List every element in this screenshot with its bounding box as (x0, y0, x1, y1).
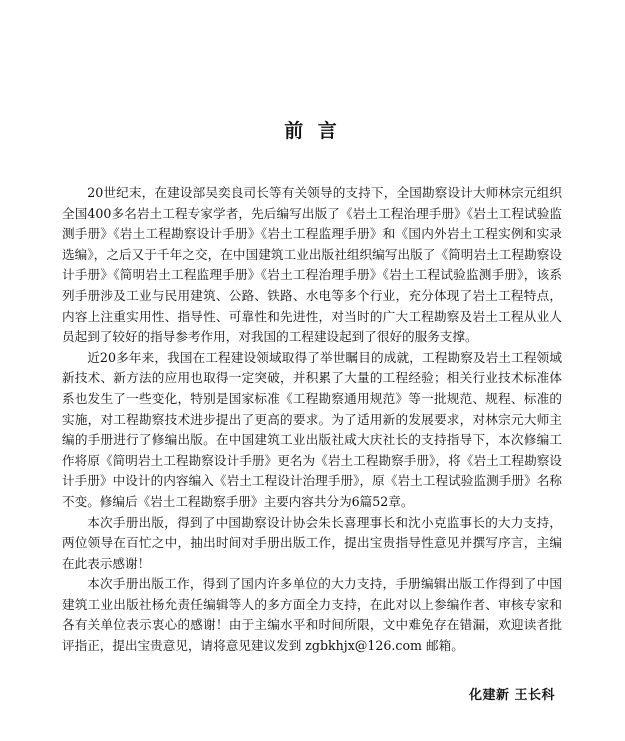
paragraph-4: 本次手册出版工作，得到了国内许多单位的大力支持，手册编辑出版工作得到了中国建筑工业出版社杨允责任编辑等人的多方面全力支持，在此对以上参编作者、审核专家和各有关单位表示衷心的感谢！由于主编水平和时间所限，文中难免存在错漏，欢迎读者批评指正，提出宝贵意见，请将意见建议发到 zgbkhjx@126.com 邮箱。 (62, 576, 562, 654)
page-title: 前 言 (284, 120, 341, 142)
paragraph-1: 20世纪末，在建设部吴奕良司长等有关领导的支持下，全国勘察设计大师林宗元组织全国400多名岩土工程专家学者，先后编写出版了《岩土工程治理手册》《岩土工程试验监测手册》《岩土工程勘察设计手册》《岩土工程监理手册》和《国内外岩土工程实例和实录选编》，之后又于千年之交，在中国建筑工业出版社组织编写出版了《简明岩土工程勘察设计手册》《简明岩土工程监理手册》《岩土工程治理手册》《岩土工程试验监测手册》，该系列手册涉及工业与民用建筑、公路、铁路、水电等多个行业，充分体现了岩土工程特点，内容上注重实用性、指导性、可靠性和先进性，对当时的广大工程勘察及岩土工程从业人员起到了较好的指导参考作用，对我国的工程建设起到了很好的服务支撑。 (62, 185, 562, 345)
paragraph-2: 近20多年来，我国在工程建设领域取得了举世瞩目的成就，工程勘察及岩土工程领域新技术、新方法的应用也取得一定突破，并积累了大量的工程经验；相关行业技术标准体系也发生了一些变化，特别是国家标准《工程勘察通用规范》等一批规范、规程、标准的实施，对工程勘察技术进步提出了更高的要求。为了适用新的发展要求，对林宗元大师主编的手册进行了修编出版。在中国建筑工业出版社咸大庆社长的支持指导下，本次修编工作将原《简明岩土工程勘察设计手册》更名为《岩土工程勘察手册》，将《岩土工程勘察设计手册》中设计的内容编入《岩土工程设计治理手册》，原《岩土工程试验监测手册》名称不变。修编后《岩土工程勘察手册》主要内容共分为6篇52章。 (62, 349, 562, 509)
author-signature: 化建新 王长科 (468, 688, 555, 703)
paragraph-3: 本次手册出版，得到了中国勘察设计协会朱长喜理事长和沈小克监事长的大力支持，两位领导在百忙之中，抽出时间对手册出版工作，提出宝贵指导性意见并撰写序言，主编在此表示感谢！ (62, 514, 562, 571)
preface-body (62, 183, 562, 657)
